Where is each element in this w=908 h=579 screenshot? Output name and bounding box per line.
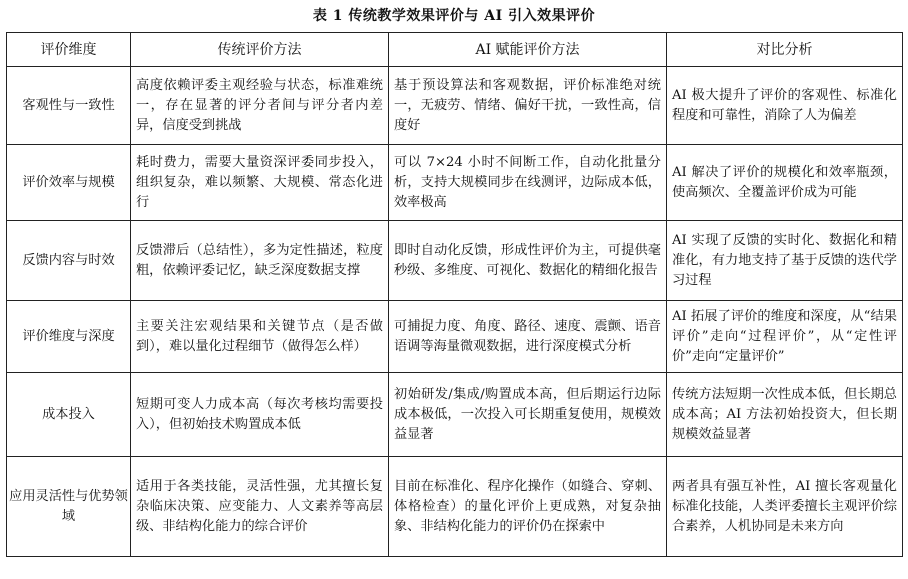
cell-ai: 目前在标准化、程序化操作（如缝合、穿刺、体格检查）的量化评价上更成熟，对复杂抽象、非结构化能力的评价仍在探索中 (389, 457, 667, 557)
cell-traditional: 短期可变人力成本高（每次考核均需要投入），但初始技术购置成本低 (131, 373, 389, 457)
table-row (7, 145, 903, 221)
cell-traditional: 耗时费力，需要大量资深评委同步投入，组织复杂，难以频繁、大规模、常态化进行 (131, 145, 389, 221)
cell-comparison: AI 实现了反馈的实时化、数据化和精准化，有力地支持了基于反馈的迭代学习过程 (667, 221, 903, 301)
cell-traditional: 适用于各类技能，灵活性强，尤其擅长复杂临床决策、应变能力、人文素养等高层级、非结构化能力的综合评价 (131, 457, 389, 557)
cell-comparison: 两者具有强互补性，AI 擅长客观量化标准化技能，人类评委擅长主观评价综合素养，人机协同是未来方向 (667, 457, 903, 557)
cell-ai: 基于预设算法和客观数据，评价标准绝对统一，无疲劳、情绪、偏好干扰，一致性高，信度好 (389, 67, 667, 145)
cell-comparison: AI 极大提升了评价的客观性、标准化程度和可靠性，消除了人为偏差 (667, 67, 903, 145)
table-title: 表 1 传统教学效果评价与 AI 引入效果评价 (312, 8, 596, 24)
header-dimension: 评价维度 (7, 33, 131, 67)
cell-dimension: 评价维度与深度 (7, 301, 131, 373)
table-row (7, 373, 903, 457)
header-comparison: 对比分析 (667, 33, 903, 67)
table-row (7, 221, 903, 301)
comparison-table (6, 32, 903, 557)
table-header-row (7, 33, 903, 67)
cell-ai: 初始研发/集成/购置成本高，但后期运行边际成本极低，一次投入可长期重复使用，规模效益显著 (389, 373, 667, 457)
table-row (7, 457, 903, 557)
cell-comparison: AI 拓展了评价的维度和深度，从“结果评价”走向“过程评价”，从“定性评价”走向“定量评价” (667, 301, 903, 373)
cell-dimension: 客观性与一致性 (7, 67, 131, 145)
cell-comparison: AI 解决了评价的规模化和效率瓶颈，使高频次、全覆盖评价成为可能 (667, 145, 903, 221)
cell-traditional: 反馈滞后（总结性），多为定性描述，粒度粗，依赖评委记忆，缺乏深度数据支撑 (131, 221, 389, 301)
header-ai: AI 赋能评价方法 (389, 33, 667, 67)
cell-traditional: 高度依赖评委主观经验与状态，标准难统一，存在显著的评分者间与评分者内差异，信度受到挑战 (131, 67, 389, 145)
cell-dimension: 评价效率与规模 (7, 145, 131, 221)
cell-traditional: 主要关注宏观结果和关键节点（是否做到），难以量化过程细节（做得怎么样） (131, 301, 389, 373)
cell-dimension: 应用灵活性与优势领域 (7, 457, 131, 557)
header-traditional: 传统评价方法 (131, 33, 389, 67)
cell-ai: 可捕捉力度、角度、路径、速度、震颤、语音语调等海量微观数据，进行深度模式分析 (389, 301, 667, 373)
cell-dimension: 成本投入 (7, 373, 131, 457)
cell-ai: 即时自动化反馈，形成性评价为主，可提供毫秒级、多维度、可视化、数据化的精细化报告 (389, 221, 667, 301)
table-row (7, 301, 903, 373)
cell-comparison: 传统方法短期一次性成本低，但长期总成本高；AI 方法初始投资大，但长期规模效益显著 (667, 373, 903, 457)
table-row (7, 67, 903, 145)
cell-ai: 可以 7×24 小时不间断工作，自动化批量分析，支持大规模同步在线测评，边际成本低，效率极高 (389, 145, 667, 221)
cell-dimension: 反馈内容与时效 (7, 221, 131, 301)
